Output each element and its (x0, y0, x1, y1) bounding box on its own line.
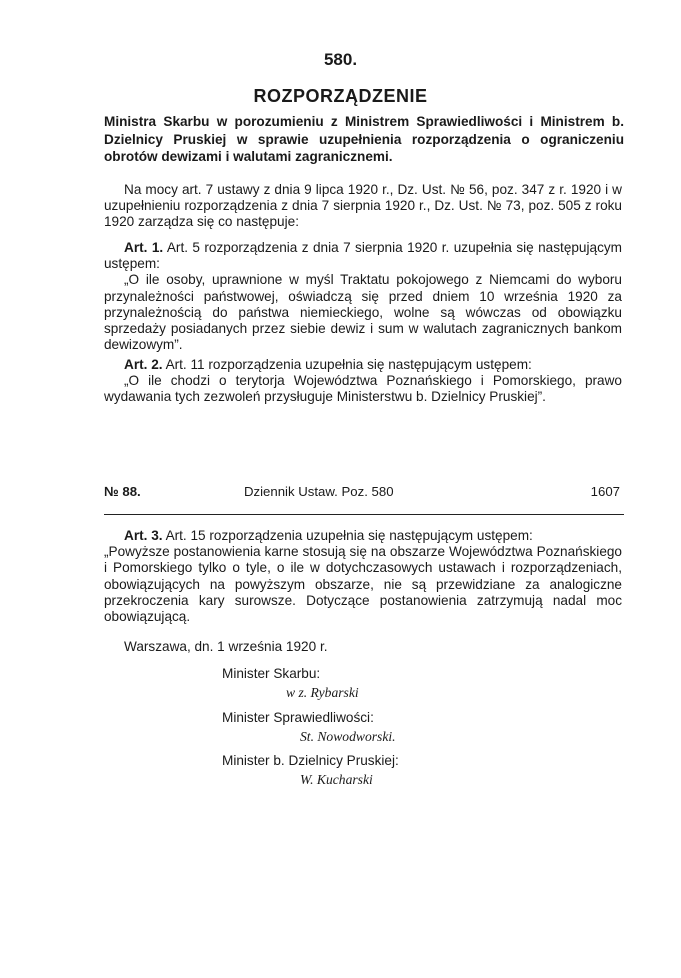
signature-title: Minister Skarbu: (222, 666, 321, 681)
journal-reference: Dziennik Ustaw. Poz. 580 (244, 484, 394, 499)
signature-name: w z. Rybarski (286, 685, 359, 700)
article-1-intro: Art. 5 rozporządzenia z dnia 7 sierpnia 1920 r. uzupełnia się następującym ustępem: (104, 240, 622, 272)
preamble-text: Na mocy art. 7 ustawy z dnia 9 lipca 1920 r., Dz. Ust. № 56, poz. 347 z r. 1920 i w uzupełnieniu rozporządzenia z dnia 7 sierpnia 1920 r., Dz. Ust. № 73, poz. 505 z roku 1920 zarządza się co następuje: (104, 182, 622, 230)
article-2-label: Art. 2. (124, 357, 163, 372)
article-3 (104, 528, 622, 625)
preamble (104, 182, 622, 231)
act-number: 580. (323, 50, 358, 69)
document-subtitle: Ministra Skarbu w porozumieniu z Ministrem Sprawiedliwości i Ministrem b. Dzielnicy Pruskiej w sprawie uzupełnienia rozporządzenia o ograniczeniu obrotów dewizami i walutami zagranicznemi. (104, 114, 624, 165)
place-date: Warszawa, dn. 1 września 1920 r. (124, 639, 328, 654)
signature-title: Minister Sprawiedliwości: (222, 710, 374, 725)
article-3-quote: „Powyższe postanowienia karne stosują się na obszarze Województwa Poznańskiego i Pomorskiego tylko o tyle, o ile w dotychczasowych ustawach i rozporządzeniach, obowiązujących na powyższym obszarze, nie są przewidziane za analogiczne przekroczenia kary surowsze. Dotyczące postanowienia zatrzymują nadal moc obowiązującą. (104, 544, 622, 625)
page-number: 1607 (590, 484, 620, 499)
signature-name: W. Kucharski (300, 772, 373, 787)
signature-name: St. Nowodworski. (300, 729, 396, 744)
article-3-label: Art. 3. (124, 528, 163, 543)
document-title: ROZPORZĄDZENIE (253, 86, 428, 106)
issue-number: № 88. (104, 484, 141, 499)
article-2-intro: Art. 11 rozporządzenia uzupełnia się następującym ustępem: (165, 357, 532, 372)
article-1-label: Art. 1. (124, 240, 164, 255)
article-2 (104, 357, 622, 406)
signature-title: Minister b. Dzielnicy Pruskiej: (222, 753, 399, 768)
article-1 (104, 240, 622, 353)
article-3-intro: Art. 15 rozporządzenia uzupełnia się następującym ustępem: (165, 528, 533, 543)
page-header-line (104, 484, 620, 502)
header-divider (104, 514, 624, 515)
article-1-quote: „O ile osoby, uprawnione w myśl Traktatu pokojowego z Niemcami do wyboru przynależności państwowej, oświadczą się przed dniem 10 września 1920 za przynależnością do państwa niemieckiego, wolne są wówczas od obowiązku sprzedaży posiadanych przez siebie dewiz i sum w walutach zagranicznych bankom dewizowym”. (104, 272, 622, 353)
article-2-quote: „O ile chodzi o terytorja Województwa Poznańskiego i Pomorskiego, prawo wydawania tych zezwoleń przysługuje Ministerstwu b. Dzielnicy Pruskiej”. (104, 373, 622, 405)
